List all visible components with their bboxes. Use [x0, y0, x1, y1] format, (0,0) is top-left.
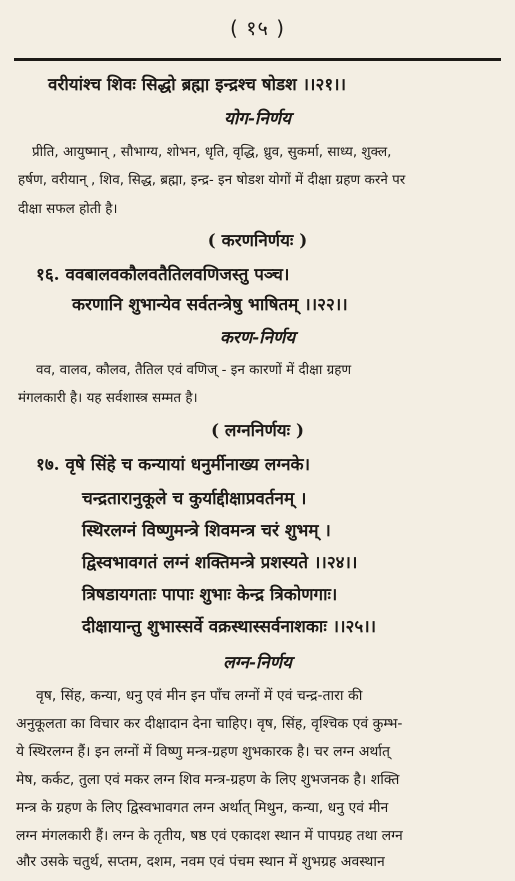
verse-16-line-2: करणानि शुभान्येव सर्वतन्त्रेषु भाषितम् ।।२२।। [72, 295, 348, 315]
yoga-heading: योग-निर्णय [224, 109, 291, 129]
lagna-text-line-2: अनुकूलता का विचार कर दीक्षादान देना चाहिए। वृष, सिंह, वृश्चिक एवं कुम्भ- [16, 716, 403, 732]
karana-section-title: ( करणनिर्णयः ) [207, 231, 308, 251]
verse-17-line-6: दीक्षायान्तु शुभास्सर्वे वक्रस्थास्सर्वनाशकाः ।।२५।। [82, 617, 377, 637]
yoga-text-line-3: दीक्षा सफल होती है। [18, 201, 118, 217]
verse-17-line-4: द्विस्वभावगतं लग्नं शक्तिमन्त्रे प्रशस्यते ।।२४।। [82, 553, 358, 573]
verse-17-line-2: चन्द्रतारानुकूले च कुर्याद्दीक्षाप्रवर्तनम् । [82, 489, 307, 509]
lagna-text-line-3: ये स्थिरलग्न हैं। इन लग्नों में विष्णु मन्त्र-ग्रहण शुभकारक है। चर लग्न अर्थात् [16, 744, 390, 760]
lagna-section-title: ( लग्ननिर्णयः ) [210, 421, 305, 441]
verse-16-line-1: १६. ववबालवकौलवतैतिलवणिजस्तु पञ्च। [36, 265, 290, 285]
verse-17-line-1: १७. वृषे सिंहे च कन्यायां धनुर्मीनाख्य लग्नके। [36, 455, 311, 475]
lagna-text-line-4: मेष, कर्कट, तुला एवं मकर लग्न शिव मन्त्र-ग्रहण के लिए शुभजनक है। शक्ति [16, 772, 400, 788]
lagna-text-line-7: और उसके चतुर्थ, सप्तम, दशम, नवम एवं पंचम स्थान में शुभग्रह अवस्थान [16, 854, 385, 870]
lagna-text-line-1: वृष, सिंह, कन्या, धनु एवं मीन इन पाँच लग्नों में एवं चन्द्र-तारा की [36, 688, 363, 704]
lagna-heading: लग्न-निर्णय [223, 653, 292, 673]
karana-text-line-1: वव, वालव, कौलव, तैतिल एवं वणिज् - इन कारणों में दीक्षा ग्रहण [36, 362, 352, 378]
yoga-text-line-1: प्रीति, आयुष्मान् , सौभाग्य, शोभन, धृति, वृद्धि, ध्रुव, सुकर्मा, साध्य, शुक्ल, [32, 144, 392, 160]
header-rule [14, 58, 501, 61]
page-number: ( १५ ) [229, 16, 286, 40]
lagna-text-line-5: मन्त्र के ग्रहण के लिए द्विस्वभावगत लग्न अर्थात् मिथुन, कन्या, धनु एवं मीन [16, 800, 389, 816]
karana-heading: करण-निर्णय [219, 328, 296, 348]
verse-17-line-5: त्रिषडायगताः पापाः शुभाः केन्द्र त्रिकोणगाः। [82, 585, 338, 605]
karana-text-line-2: मंगलकारी है। यह सर्वशास्त्र सम्मत है। [18, 390, 198, 406]
verse-21: वरीयांश्च शिवः सिद्धो ब्रह्मा इन्द्रश्च षोडश ।।२१।। [48, 75, 347, 95]
yoga-text-line-2: हर्षण, वरीयान् , शिव, सिद्ध, ब्रह्मा, इन्द्र- इन षोडश योगों में दीक्षा ग्रहण करने पर [18, 172, 406, 188]
verse-17-line-3: स्थिरलग्नं विष्णुमन्त्रे शिवमन्त्र चरं शुभम् । [82, 521, 331, 541]
lagna-text-line-6: लग्न मंगलकारी हैं। लग्न के तृतीय, षष्ठ एवं एकादश स्थान में पापग्रह तथा लग्न [16, 828, 403, 844]
